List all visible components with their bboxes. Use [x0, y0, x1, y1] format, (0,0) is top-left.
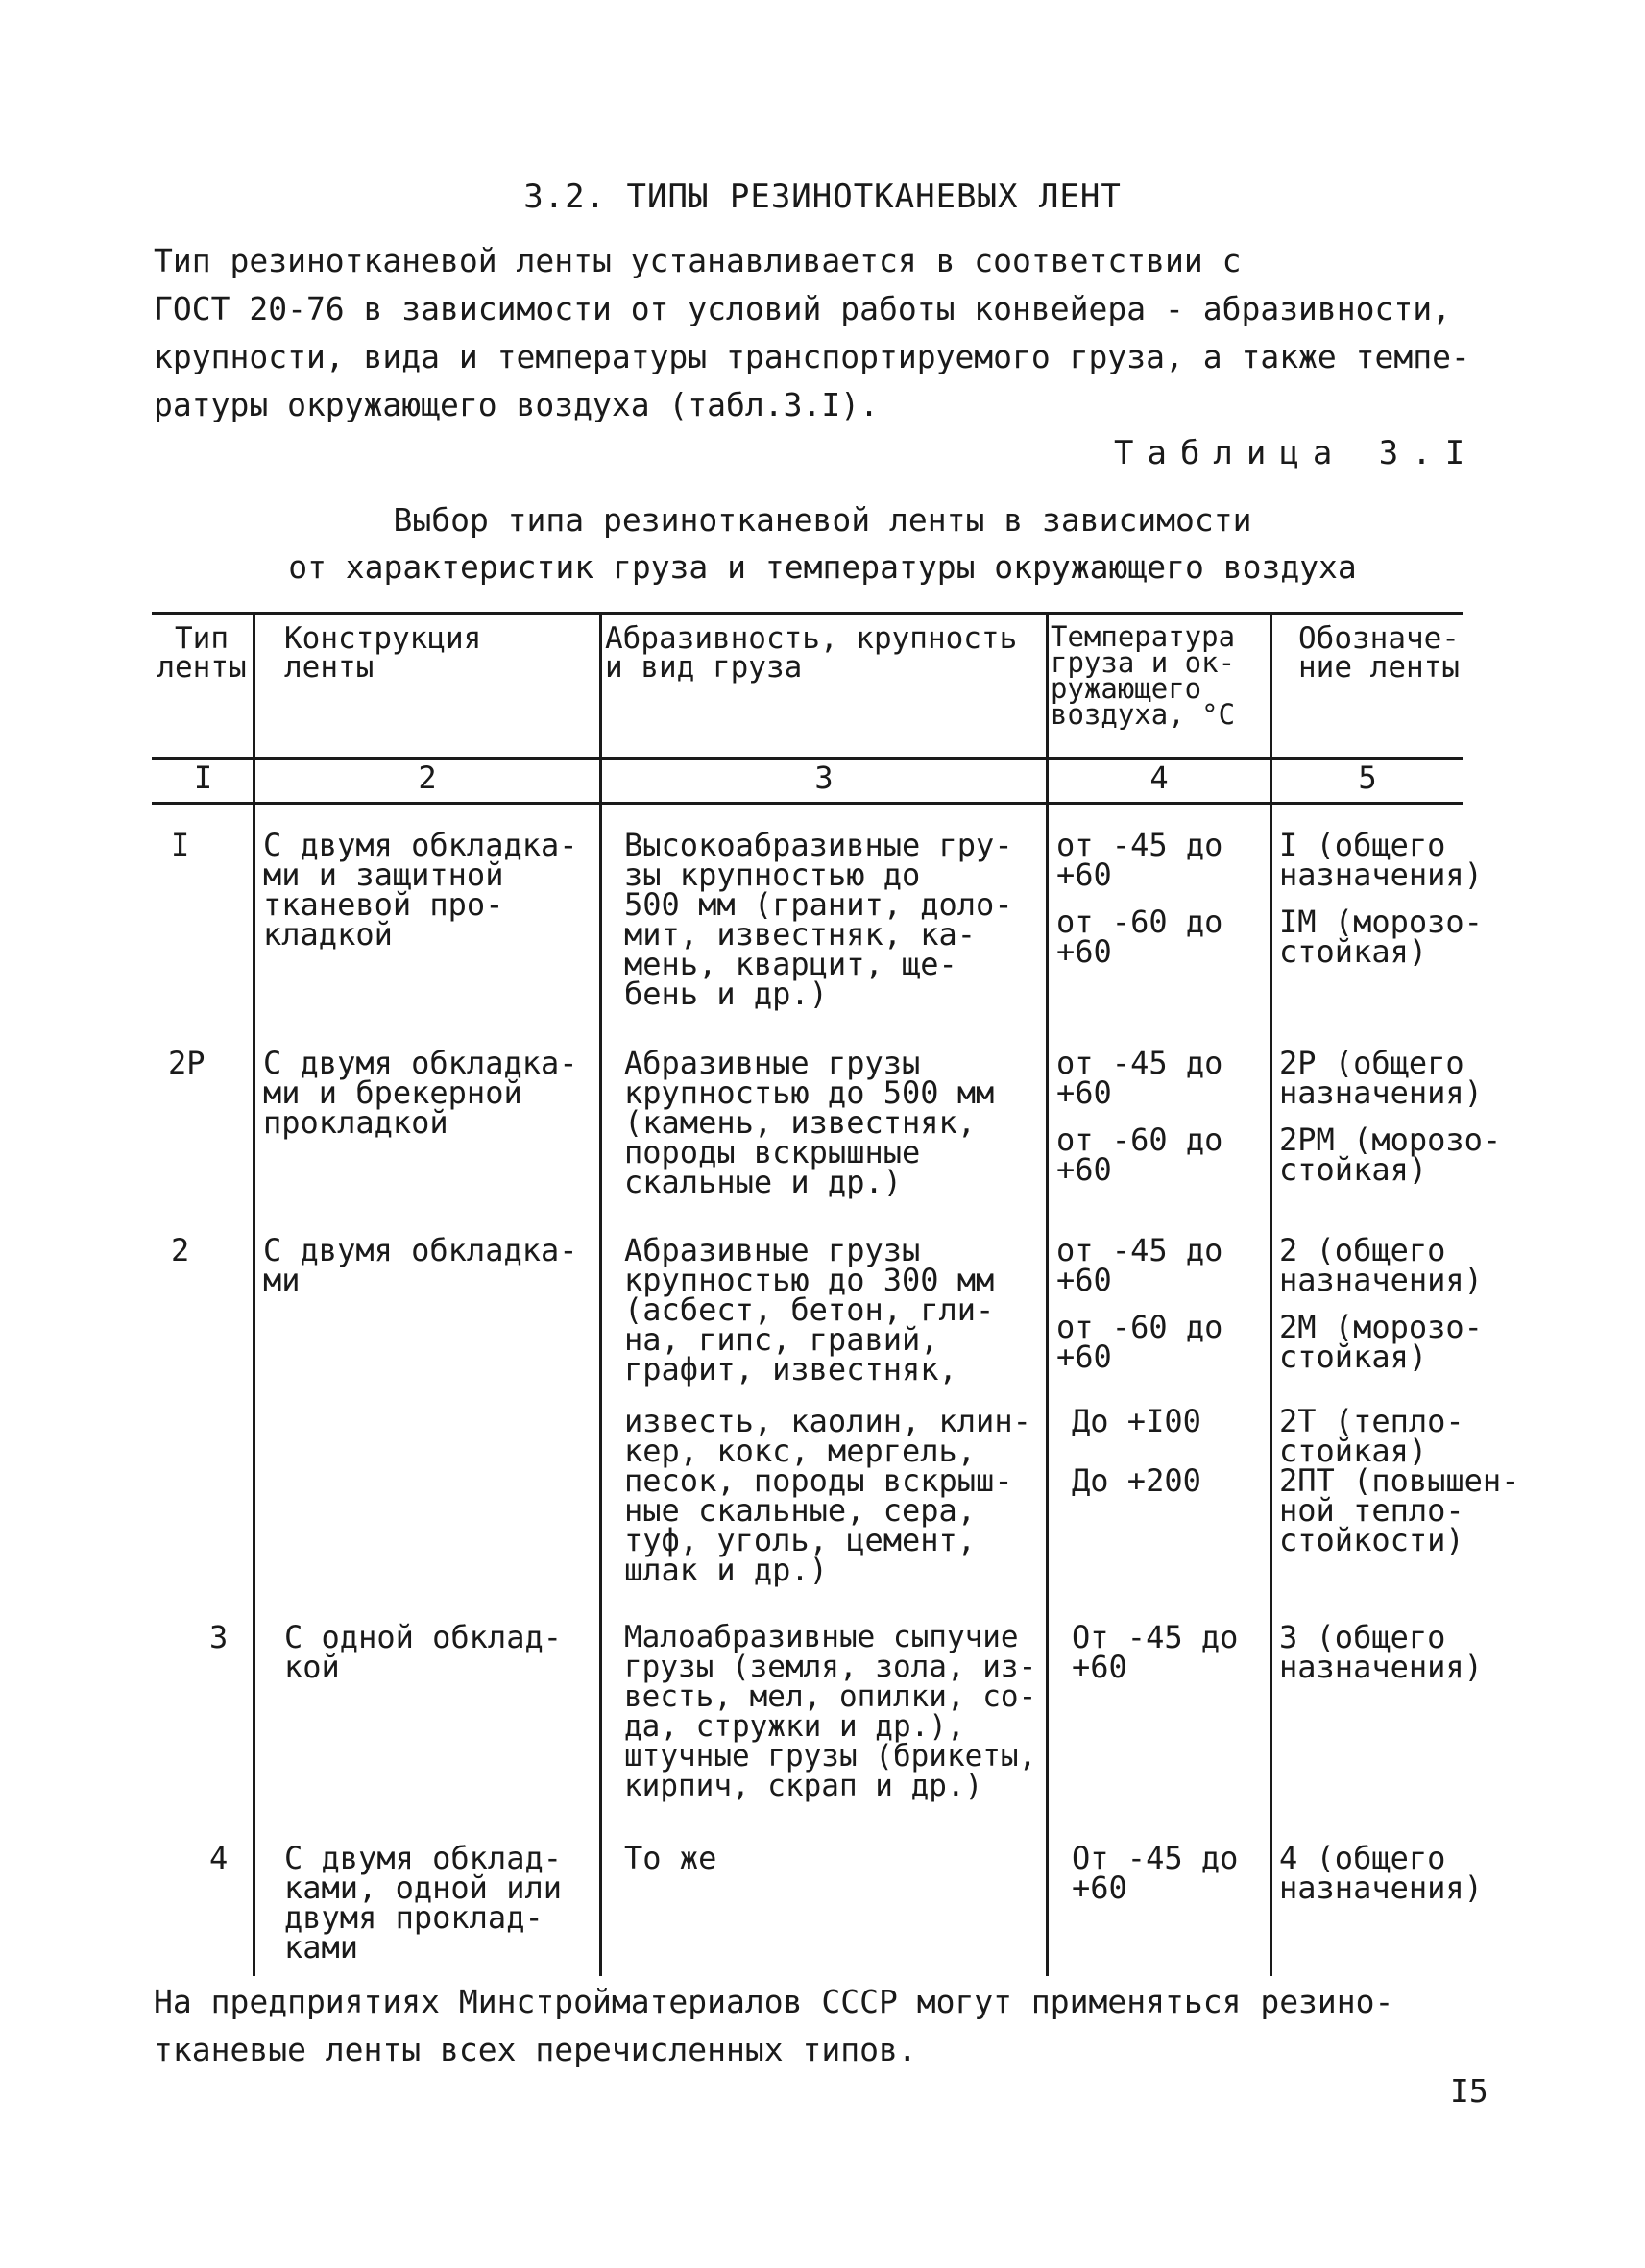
row-type: 3 [209, 1619, 229, 1655]
row-construction: С одной обклад- кой [284, 1619, 562, 1685]
header-cargo: Абразивность, крупность и вид груза [605, 621, 1018, 685]
row-designation: 2РМ (морозо- стойкая) [1279, 1122, 1502, 1188]
header-construction: Конструкция ленты [284, 621, 482, 685]
column-divider-1 [253, 615, 255, 1976]
closing-paragraph: На предприятиях Минстройматериалов СССР могут применяться резино- тканевые ленты всех перечисленных типов. [154, 1983, 1394, 2068]
row-temperature: От -45 до +60 [1072, 1840, 1239, 1906]
row-designation: I (общего назначения) [1279, 827, 1483, 893]
row-temperature: от -60 до +60 [1056, 1122, 1223, 1188]
row-designation: 2ПТ (повышен- ной тепло- стойкости) [1279, 1462, 1520, 1558]
row-construction: С двумя обкладка- ми и брекерной прокладкой [263, 1045, 578, 1141]
row-cargo: Абразивные грузы крупностью до 300 мм (асбест, бетон, гли- на, гипс, гравий, графит, известняк, [624, 1232, 995, 1387]
row-construction: С двумя обкладка- ми [263, 1232, 578, 1298]
row-designation: 4 (общего назначения) [1279, 1840, 1483, 1906]
row-cargo: Абразивные грузы крупностью до 500 мм (камень, известняк, породы вскрышные скальные и др.) [624, 1045, 995, 1200]
row-temperature: от -45 до +60 [1056, 827, 1223, 893]
row-cargo: Высокоабразивные гру- зы крупностью до 500 мм (гранит, доло- мит, известняк, ка- мень, кварцит, ще- бень и др.) [624, 827, 1013, 1012]
row-cargo: Малоабразивные сыпучие грузы (земля, зола, из- весть, мел, опилки, со- да, стружки и др.), штучные грузы (брикеты, кирпич, скрап и др.) [624, 1620, 1037, 1803]
page-number: I5 [1450, 2072, 1488, 2110]
row-designation: IM (морозо- стойкая) [1279, 904, 1483, 970]
header-designation: Обозначе- ние ленты [1298, 621, 1460, 685]
row-designation: 2 (общего назначения) [1279, 1232, 1483, 1298]
row-construction: С двумя обкладка- ми и защитной тканевой про- кладкой [263, 827, 578, 953]
row-temperature: До +200 [1072, 1462, 1201, 1499]
row-type: 2 [171, 1232, 190, 1268]
column-divider-4 [1270, 615, 1272, 1976]
row-construction: С двумя обклад- ками, одной или двумя проклад- ками [284, 1840, 562, 1966]
row-cargo-continued: известь, каолин, клин- кер, кокс, мергель, песок, породы вскрыш- ные скальные, сера, туф, уголь, цемент, шлак и др.) [624, 1403, 1031, 1588]
table-header-rule [152, 757, 1463, 760]
row-designation: 3 (общего назначения) [1279, 1619, 1483, 1685]
table-caption: Выбор типа резинотканевой ленты в зависимости от характеристик груза и температуры окружающего воздуха [288, 501, 1357, 586]
row-temperature: от -45 до +60 [1056, 1045, 1223, 1111]
row-type: I [171, 827, 190, 863]
column-number-5: 5 [1358, 760, 1377, 796]
row-designation: 2Т (тепло- стойкая) [1279, 1403, 1464, 1469]
column-divider-2 [599, 615, 602, 1976]
row-cargo: То же [624, 1840, 717, 1876]
header-type: Тип ленты [157, 621, 247, 685]
row-type: 2Р [168, 1045, 206, 1081]
row-designation: 2М (морозо- стойкая) [1279, 1309, 1483, 1375]
table-number-rule [152, 802, 1463, 805]
row-designation: 2Р (общего назначения) [1279, 1045, 1483, 1111]
column-number-4: 4 [1149, 760, 1169, 796]
column-number-2: 2 [418, 760, 437, 796]
column-number-3: 3 [814, 760, 834, 796]
section-heading: 3.2. ТИПЫ РЕЗИНОТКАНЕВЫХ ЛЕНТ [523, 178, 1122, 216]
table-label: Таблица 3.I [1114, 434, 1479, 472]
column-divider-3 [1046, 615, 1049, 1976]
table-top-border [152, 612, 1463, 615]
column-number-1: I [193, 760, 213, 796]
row-temperature: от -60 до +60 [1056, 1309, 1223, 1375]
row-temperature: До +I00 [1072, 1403, 1201, 1439]
header-temperature: Температура груза и ок- ружающего воздуха, °С [1051, 620, 1236, 731]
intro-paragraph: Тип резинотканевой ленты устанавливается в соответствии с ГОСТ 20-76 в зависимости от условий работы конвейера - абразивности, крупности, вида и температуры транспортируемого груза, а также темпе- ратуры окружающего воздуха (табл.3.I). [154, 242, 1470, 423]
row-type: 4 [209, 1840, 229, 1876]
row-temperature: От -45 до +60 [1072, 1619, 1239, 1685]
row-temperature: от -45 до +60 [1056, 1232, 1223, 1298]
row-temperature: от -60 до +60 [1056, 904, 1223, 970]
